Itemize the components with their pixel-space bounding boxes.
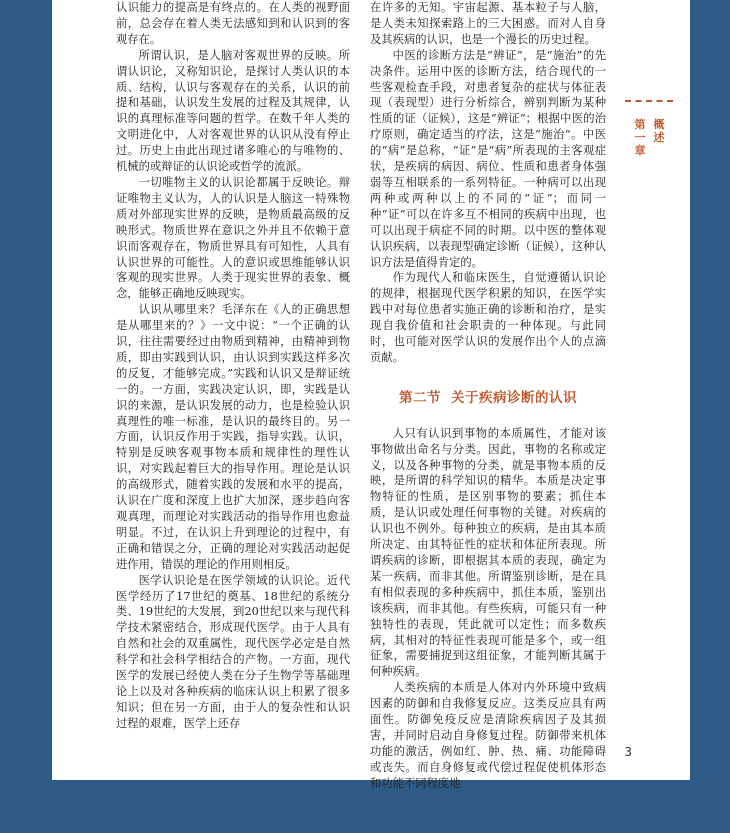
paragraph: 医学认识论是在医学领域的认识论。近代医学经历了17世纪的奠基、18世纪的系统分类、19世纪的大发展，到20世纪以来与现代科学技术紧密结合，形成现代医学。由于人具有自然和社会的双重属性，现代医学必定是自然科学和社会科学相结合的产物。一方面，现代医学的发展已经使人类在分子生物学等基础理论上以及对各种疾病的临床认识上积累了很多知识；但在另一方面，由于人的复杂性和认识过程的艰难，医学上还存 <box>116 573 350 730</box>
chapter-sidebar <box>625 100 677 157</box>
paragraph: 人类疾病的本质是人体对内外环境中致病因素的防御和自我修复反应。这类反应具有两面性。防御免疫反应是清除疾病因子及其损害，并同时启动自身修复过程。防御带来机体功能的激活，例如红、肿、热、痛、功能障碍或丧失。而自身修复或代偿过程促使机体形态和功能不同程度地 <box>370 681 606 790</box>
paragraph: 人只有认识到事物的本质属性，才能对该事物做出命名与分类。因此，事物的名称或定义，以及各种事物的分类，就是事物本质的反映，是所谓的科学知识的精华。本质是决定事物特征的性质，是区别事物的要素；抓住本质，是认识或处理任何事物的关键。对疾病的认识也不例外。每种独立的疾病，是由其本质所决定、由其特征性的症状和体征所表现。所谓疾病的诊断，即根据其本质的表现，确定为某一疾病，而非其他。所谓鉴别诊断，是在具有相似表现的多种疾病中，抓住本质，鉴别出该疾病，而非其他。有些疾病，可能只有一种独特性的表现，凭此就可以定性；而多数疾病，其相对的特征性表现可能是多个，或一组征象，需要捕捉到这组征象，才能判断其属于何种疾病。 <box>370 426 606 679</box>
paragraph: 认识能力的提高是有终点的。在人类的视野面前，总会存在着人类无法感知到和认识到的客观存在。 <box>116 1 350 46</box>
sidebar-divider <box>625 100 673 102</box>
paragraph: 作为现代人和临床医生，自觉遵循认识论的规律，根据现代医学积累的知识，在医学实践中对每位患者实施正确的诊断和治疗，是实现自我价值和社会职责的一种体现。与此同时，也可能对医学认识的发展作出个人的点滴贡献。 <box>370 271 606 364</box>
section-number: 第二节 <box>399 389 441 406</box>
paragraph: 认识从哪里来？毛泽东在《人的正确思想是从哪里来的？》一文中说：“一个正确的认识，往往需要经过由物质到精神，由精神到物质，即由实践到认识，由认识到实践这样多次的反复，才能够完成。”实践和认识又是辩证统一的。一方面，实践决定认识，即，实践是认识的来源，是认识发展的动力，也是检验认识真理性的唯一标准，是认识的最终目的。另一方面，认识反作用于实践，指导实践。认识，特别是反映客观事物本质和规律性的理性认识，对实践起着巨大的指导作用。理论是认识的高级形式，随着实践的发展和水平的提高，认识在广度和深度上也扩大加深，逐步趋向客观真理，而理论对实践活动的指导作用也愈益明显。不过，在认识上升到理论的过程中，有正确和错误之分，正确的理论对实践活动起促进作用，错误的理论的作用则相反。 <box>116 303 350 571</box>
paragraph: 在许多的无知。宇宙起源、基本粒子与人脑，是人类未知探索路上的三大困惑。而对人自身及其疾病的认识，也是一个漫长的历史过程。 <box>370 1 606 46</box>
paragraph: 中医的诊断方法是“辨证”，是“施治”的先决条件。运用中医的诊断方法，结合现代的一些客观检查手段，对患者复杂的症状与体征表现（表现型）进行分析综合，辨别判断为某种性质的证（证候），这是“辨证”；根据中医的治疗原则，确定适当的疗法，这是“施治”。中医的“病”是总称，“证”是“病”所表现的主客观症状，是疾病的病因、病位、性质和患者身体强弱等互相联系的一系列特征。一种病可以出现两种或两种以上的不同的“证”；而同一种“证”可以在许多互不相同的疾病中出现，也可以出现于病症不同的时期。以中医的整体观认识疾病，以表现型确定诊断（证候），这种认识方法是值得肯定的。 <box>370 48 606 269</box>
page-number: 3 <box>624 745 632 759</box>
paragraph: 一切唯物主义的认识论都属于反映论。辩证唯物主义认为，人的认识是人脑这一特殊物质对外部现实世界的反映，是物质最高级的反映形式。物质世界在意识之外并且不依赖于意识而客观存在，物质世界具有可知性，人具有认识世界的可能性。人的意识或思维能够认识客观的现实世界。人类于现实世界的表象、概念，能够正确地反映现实。 <box>116 175 350 301</box>
left-column <box>116 0 350 732</box>
section-title: 关于疾病诊断的认识 <box>451 389 577 406</box>
section-heading <box>370 391 606 407</box>
book-page <box>52 0 690 790</box>
chapter-label: 第一章 <box>634 118 646 157</box>
right-column <box>370 0 606 792</box>
paragraph: 所谓认识，是人脑对客观世界的反映。所谓认识论，又称知识论，是探讨人类认识的本质、结构，认识与客观存在的关系，认识的前提和基础，认识发生发展的过程及其规律，认识的真理标准等问题的哲学。在数千年人类的文明进化中，人对客观世界的认识从没有停止过。历史上由此出现过诸多唯心的与唯物的、机械的或辩证的认识论或哲学的流派。 <box>116 48 350 174</box>
chapter-title: 概述 <box>653 118 665 144</box>
